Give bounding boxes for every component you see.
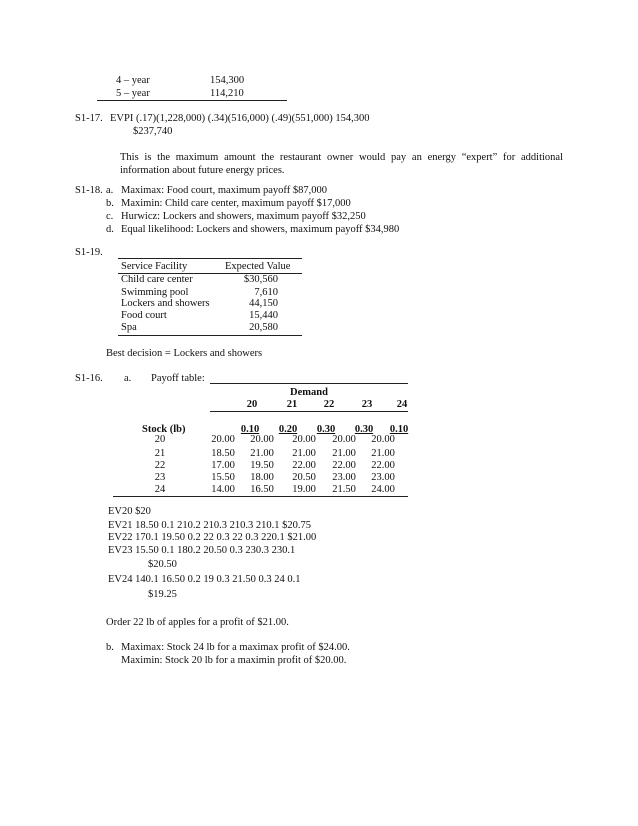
facility-value: 44,150 — [249, 298, 278, 309]
maximin-line: Maximin: Stock 20 lb for a maximin profit of $20.00. — [121, 655, 347, 666]
s1-18-letter-c: c. — [106, 211, 114, 222]
ev-line: EV21 18.50 0.1 210.2 210.3 210.3 210.1 $20.75 — [108, 520, 311, 531]
s1-16-part-a: a. — [124, 373, 132, 384]
payoff-cell: 22.00 — [371, 460, 395, 471]
s1-17-tag: S1-17. — [75, 113, 103, 124]
payoff-cell: 18.50 — [211, 448, 235, 459]
demand-rule — [210, 411, 408, 412]
facility-value: $30,560 — [243, 274, 278, 285]
payoff-cell: 21.00 — [292, 448, 316, 459]
payoff-cell: 22.00 — [332, 460, 356, 471]
payoff-cell: 16.50 — [250, 484, 274, 495]
payoff-cell: 24.00 — [371, 484, 395, 495]
s1-19-top-rule — [118, 258, 302, 259]
order-decision: Order 22 lb of apples for a profit of $21.00. — [106, 617, 289, 628]
stock-value: 21 — [154, 448, 166, 459]
stock-value: 20 — [154, 434, 166, 445]
evpi-note: This is the maximum amount the restaurant owner would pay an energy “expert” for additional information about future energy prices. — [120, 152, 563, 176]
payoff-cell: 17.00 — [211, 460, 235, 471]
evpi-result: $237,740 — [133, 126, 173, 137]
payoff-table-title: Payoff table: — [151, 373, 205, 384]
ev-line: EV24 140.1 16.50 0.2 19 0.3 21.50 0.3 24 0.1 — [108, 574, 301, 585]
payoff-cell: 21.00 — [332, 448, 356, 459]
payoff-cell: 20.00 — [211, 434, 235, 445]
facility-name: Food court — [121, 310, 167, 321]
payoff-bottom-rule — [113, 496, 408, 497]
s1-18-item-a: Maximax: Food court, maximum payoff $87,000 — [121, 185, 327, 196]
payoff-cell: 23.00 — [332, 472, 356, 483]
stock-label: Stock (lb) — [142, 424, 186, 435]
s1-18-item-d: Equal likelihood: Lockers and showers, maximum payoff $34,980 — [121, 224, 400, 235]
facility-value: 20,580 — [249, 322, 278, 333]
payoff-cell: 20.00 — [371, 434, 395, 445]
table-bottom-rule — [97, 100, 287, 101]
payoff-cell: 15.50 — [211, 472, 235, 483]
demand-col: 24 — [396, 399, 408, 410]
payoff-cell: 19.50 — [250, 460, 274, 471]
probability: 0.20 — [278, 424, 298, 435]
probability: 0.30 — [354, 424, 374, 435]
facility-value: 7,610 — [254, 287, 278, 298]
demand-col: 21 — [286, 399, 298, 410]
probability: 0.10 — [389, 424, 409, 435]
s1-18-letter-a: a. — [106, 185, 114, 196]
stock-value: 22 — [154, 460, 166, 471]
s1-18-item-b: Maximin: Child care center, maximum payoff $17,000 — [121, 198, 351, 209]
probability: 0.30 — [316, 424, 336, 435]
best-decision: Best decision = Lockers and showers — [106, 348, 263, 359]
payoff-cell: 18.00 — [250, 472, 274, 483]
payoff-cell: 20.00 — [250, 434, 274, 445]
year-label-5: 5 – year — [116, 88, 150, 99]
year-value-5: 114,210 — [210, 88, 244, 99]
s1-18-letter-b: b. — [106, 198, 114, 209]
payoff-cell: 14.00 — [211, 484, 235, 495]
s1-18-letter-d: d. — [106, 224, 114, 235]
probability: 0.10 — [240, 424, 260, 435]
payoff-cell: 21.00 — [371, 448, 395, 459]
demand-col: 22 — [323, 399, 335, 410]
s1-18-tag: S1-18. — [75, 185, 103, 196]
facility-name: Spa — [121, 322, 137, 333]
ev-line: EV23 15.50 0.1 180.2 20.50 0.3 230.3 230.1 — [108, 545, 296, 556]
ev-line: EV20 $20 — [108, 506, 151, 517]
demand-col: 23 — [361, 399, 373, 410]
payoff-cell: 21.50 — [332, 484, 356, 495]
demand-col: 20 — [246, 399, 258, 410]
payoff-cell: 20.00 — [332, 434, 356, 445]
s1-18-item-c: Hurwicz: Lockers and showers, maximum payoff $32,250 — [121, 211, 366, 222]
s1-19-bottom-rule — [118, 335, 302, 336]
ev-line: EV22 170.1 19.50 0.2 22 0.3 22 0.3 220.1 $21.00 — [108, 532, 317, 543]
evpi-line: EVPI (.17)(1,228,000) (.34)(516,000) (.49)(551,000) 154,300 — [110, 113, 370, 124]
s1-16-tag: S1-16. — [75, 373, 103, 384]
stock-value: 23 — [154, 472, 166, 483]
header-expected-value: Expected Value — [225, 261, 291, 272]
facility-name: Lockers and showers — [121, 298, 210, 309]
ev-result: $20.50 — [148, 559, 177, 570]
s1-19-tag: S1-19. — [75, 247, 103, 258]
payoff-cell: 23.00 — [371, 472, 395, 483]
header-service-facility: Service Facility — [121, 261, 188, 272]
payoff-cell: 19.00 — [292, 484, 316, 495]
payoff-top-rule — [210, 383, 408, 384]
facility-value: 15,440 — [249, 310, 278, 321]
year-label-4: 4 – year — [116, 75, 150, 86]
demand-label: Demand — [290, 387, 328, 398]
payoff-cell: 21.00 — [250, 448, 274, 459]
ev-result: $19.25 — [148, 589, 177, 600]
facility-name: Swimming pool — [121, 287, 189, 298]
facility-name: Child care center — [121, 274, 193, 285]
stock-value: 24 — [154, 484, 166, 495]
payoff-cell: 22.00 — [292, 460, 316, 471]
s1-16-part-b: b. — [106, 642, 114, 653]
year-value-4: 154,300 — [210, 75, 245, 86]
payoff-cell: 20.00 — [292, 434, 316, 445]
payoff-cell: 20.50 — [292, 472, 316, 483]
maximax-line: Maximax: Stock 24 lb for a maximax profit of $24.00. — [121, 642, 350, 653]
